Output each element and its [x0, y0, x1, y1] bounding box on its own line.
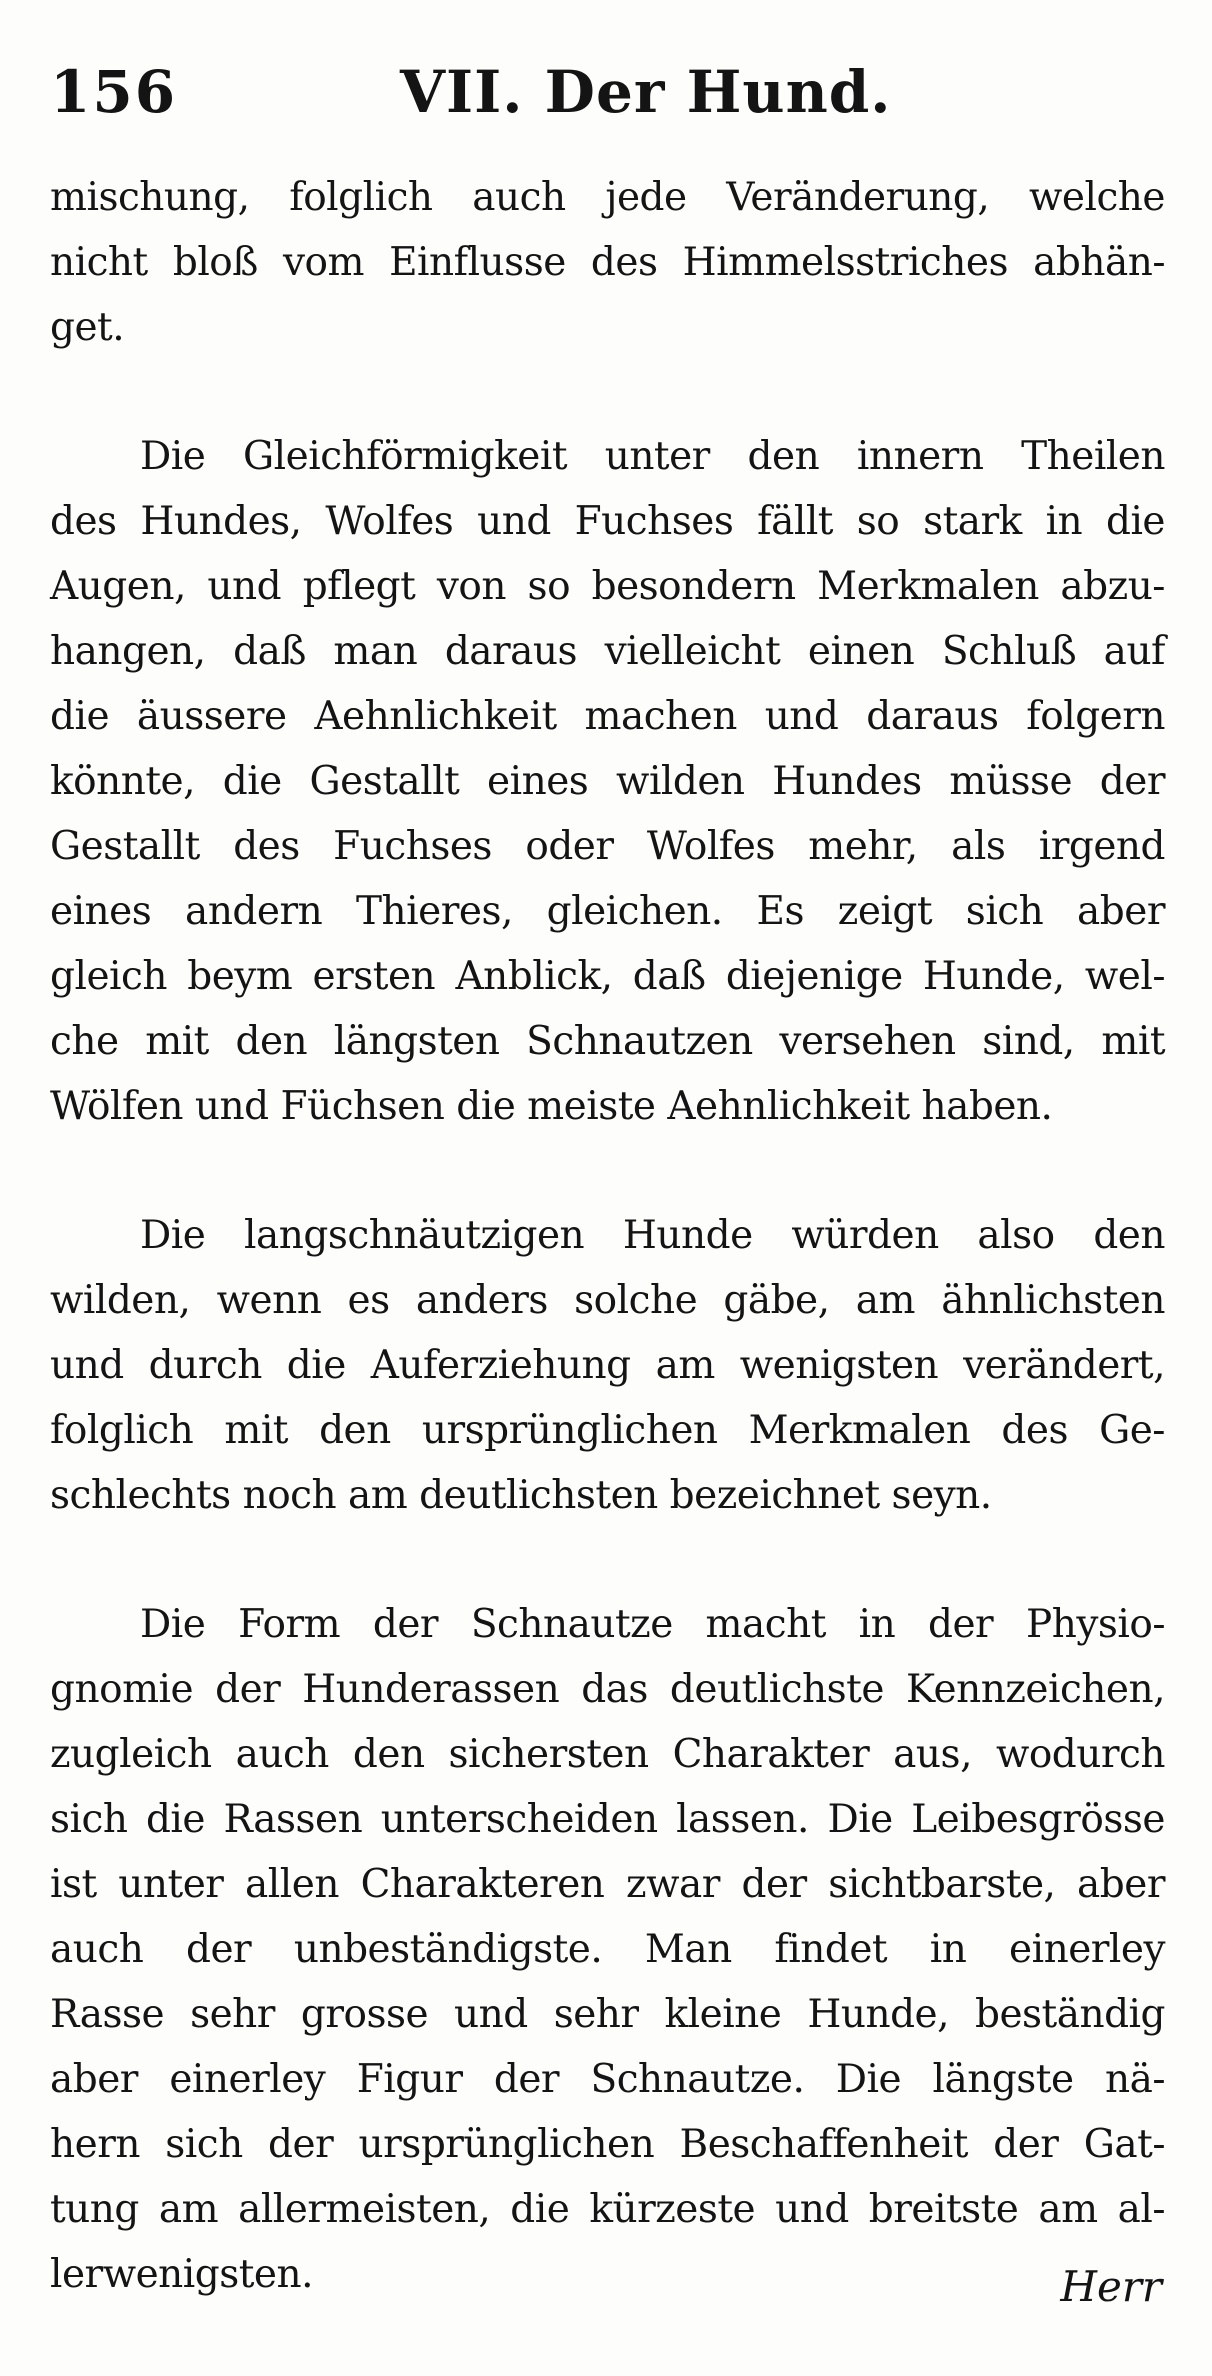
- text-line: Die langschnäutzigen Hunde würden also den: [140, 1213, 1165, 1258]
- text-line: und durch die Auferziehung am wenigsten verändert,: [50, 1343, 1165, 1388]
- text-line: lerwenigsten.: [50, 2252, 313, 2297]
- text-line: Gestallt des Fuchses oder Wolfes mehr, als irgend: [50, 824, 1165, 869]
- text-line: Die Form der Schnautze macht in der Physio-: [140, 1602, 1165, 1647]
- running-head: VII. Der Hund.: [400, 58, 892, 126]
- paragraph-3: [50, 1203, 1165, 1528]
- text-line: get.: [50, 305, 125, 350]
- text-line: hangen, daß man daraus vielleicht einen Schluß auf: [50, 629, 1165, 674]
- page-number: 156: [50, 58, 178, 126]
- text-line: mischung, folglich auch jede Veränderung, welche: [50, 175, 1165, 220]
- text-line: zugleich auch den sichersten Charakter aus, wodurch: [50, 1732, 1165, 1777]
- paragraph-4: [50, 1592, 1165, 2307]
- text-line: folglich mit den ursprünglichen Merkmalen des Ge-: [50, 1408, 1165, 1453]
- paragraph-2: [50, 424, 1165, 1139]
- text-line: schlechts noch am deutlichsten bezeichnet seyn.: [50, 1473, 992, 1518]
- text-line: gnomie der Hunderassen das deutlichste Kennzeichen,: [50, 1667, 1165, 1712]
- text-line: ist unter allen Charakteren zwar der sichtbarste, aber: [50, 1862, 1165, 1907]
- paragraph-1: [50, 165, 1165, 360]
- text-line: die äussere Aehnlichkeit machen und daraus folgern: [50, 694, 1165, 739]
- text-line: tung am allermeisten, die kürzeste und breitste am al-: [50, 2187, 1165, 2232]
- text-line: sich die Rassen unterscheiden lassen. Die Leibesgrösse: [50, 1797, 1165, 1842]
- page-header: [50, 58, 1170, 138]
- text-line: des Hundes, Wolfes und Fuchses fällt so stark in die: [50, 499, 1165, 544]
- text-line: Die Gleichförmigkeit unter den innern Theilen: [140, 434, 1165, 479]
- text-line: Rasse sehr grosse und sehr kleine Hunde, beständig: [50, 1992, 1165, 2037]
- text-line: Wölfen und Füchsen die meiste Aehnlichkeit haben.: [50, 1084, 1053, 1129]
- text-line: che mit den längsten Schnautzen versehen sind, mit: [50, 1019, 1165, 1064]
- text-line: nicht bloß vom Einflusse des Himmelsstriches abhän-: [50, 240, 1165, 285]
- catchword: Herr: [1060, 2262, 1162, 2311]
- text-line: Augen, und pflegt von so besondern Merkmalen abzu-: [50, 564, 1165, 609]
- text-line: gleich beym ersten Anblick, daß diejenige Hunde, wel-: [50, 954, 1165, 999]
- text-line: wilden, wenn es anders solche gäbe, am ähnlichsten: [50, 1278, 1165, 1323]
- text-line: aber einerley Figur der Schnautze. Die längste nä-: [50, 2057, 1165, 2102]
- page-body: [50, 165, 1165, 2371]
- text-line: eines andern Thieres, gleichen. Es zeigt sich aber: [50, 889, 1165, 934]
- text-line: könnte, die Gestallt eines wilden Hundes müsse der: [50, 759, 1165, 804]
- text-line: auch der unbeständigste. Man findet in einerley: [50, 1927, 1165, 1972]
- text-line: hern sich der ursprünglichen Beschaffenheit der Gat-: [50, 2122, 1165, 2167]
